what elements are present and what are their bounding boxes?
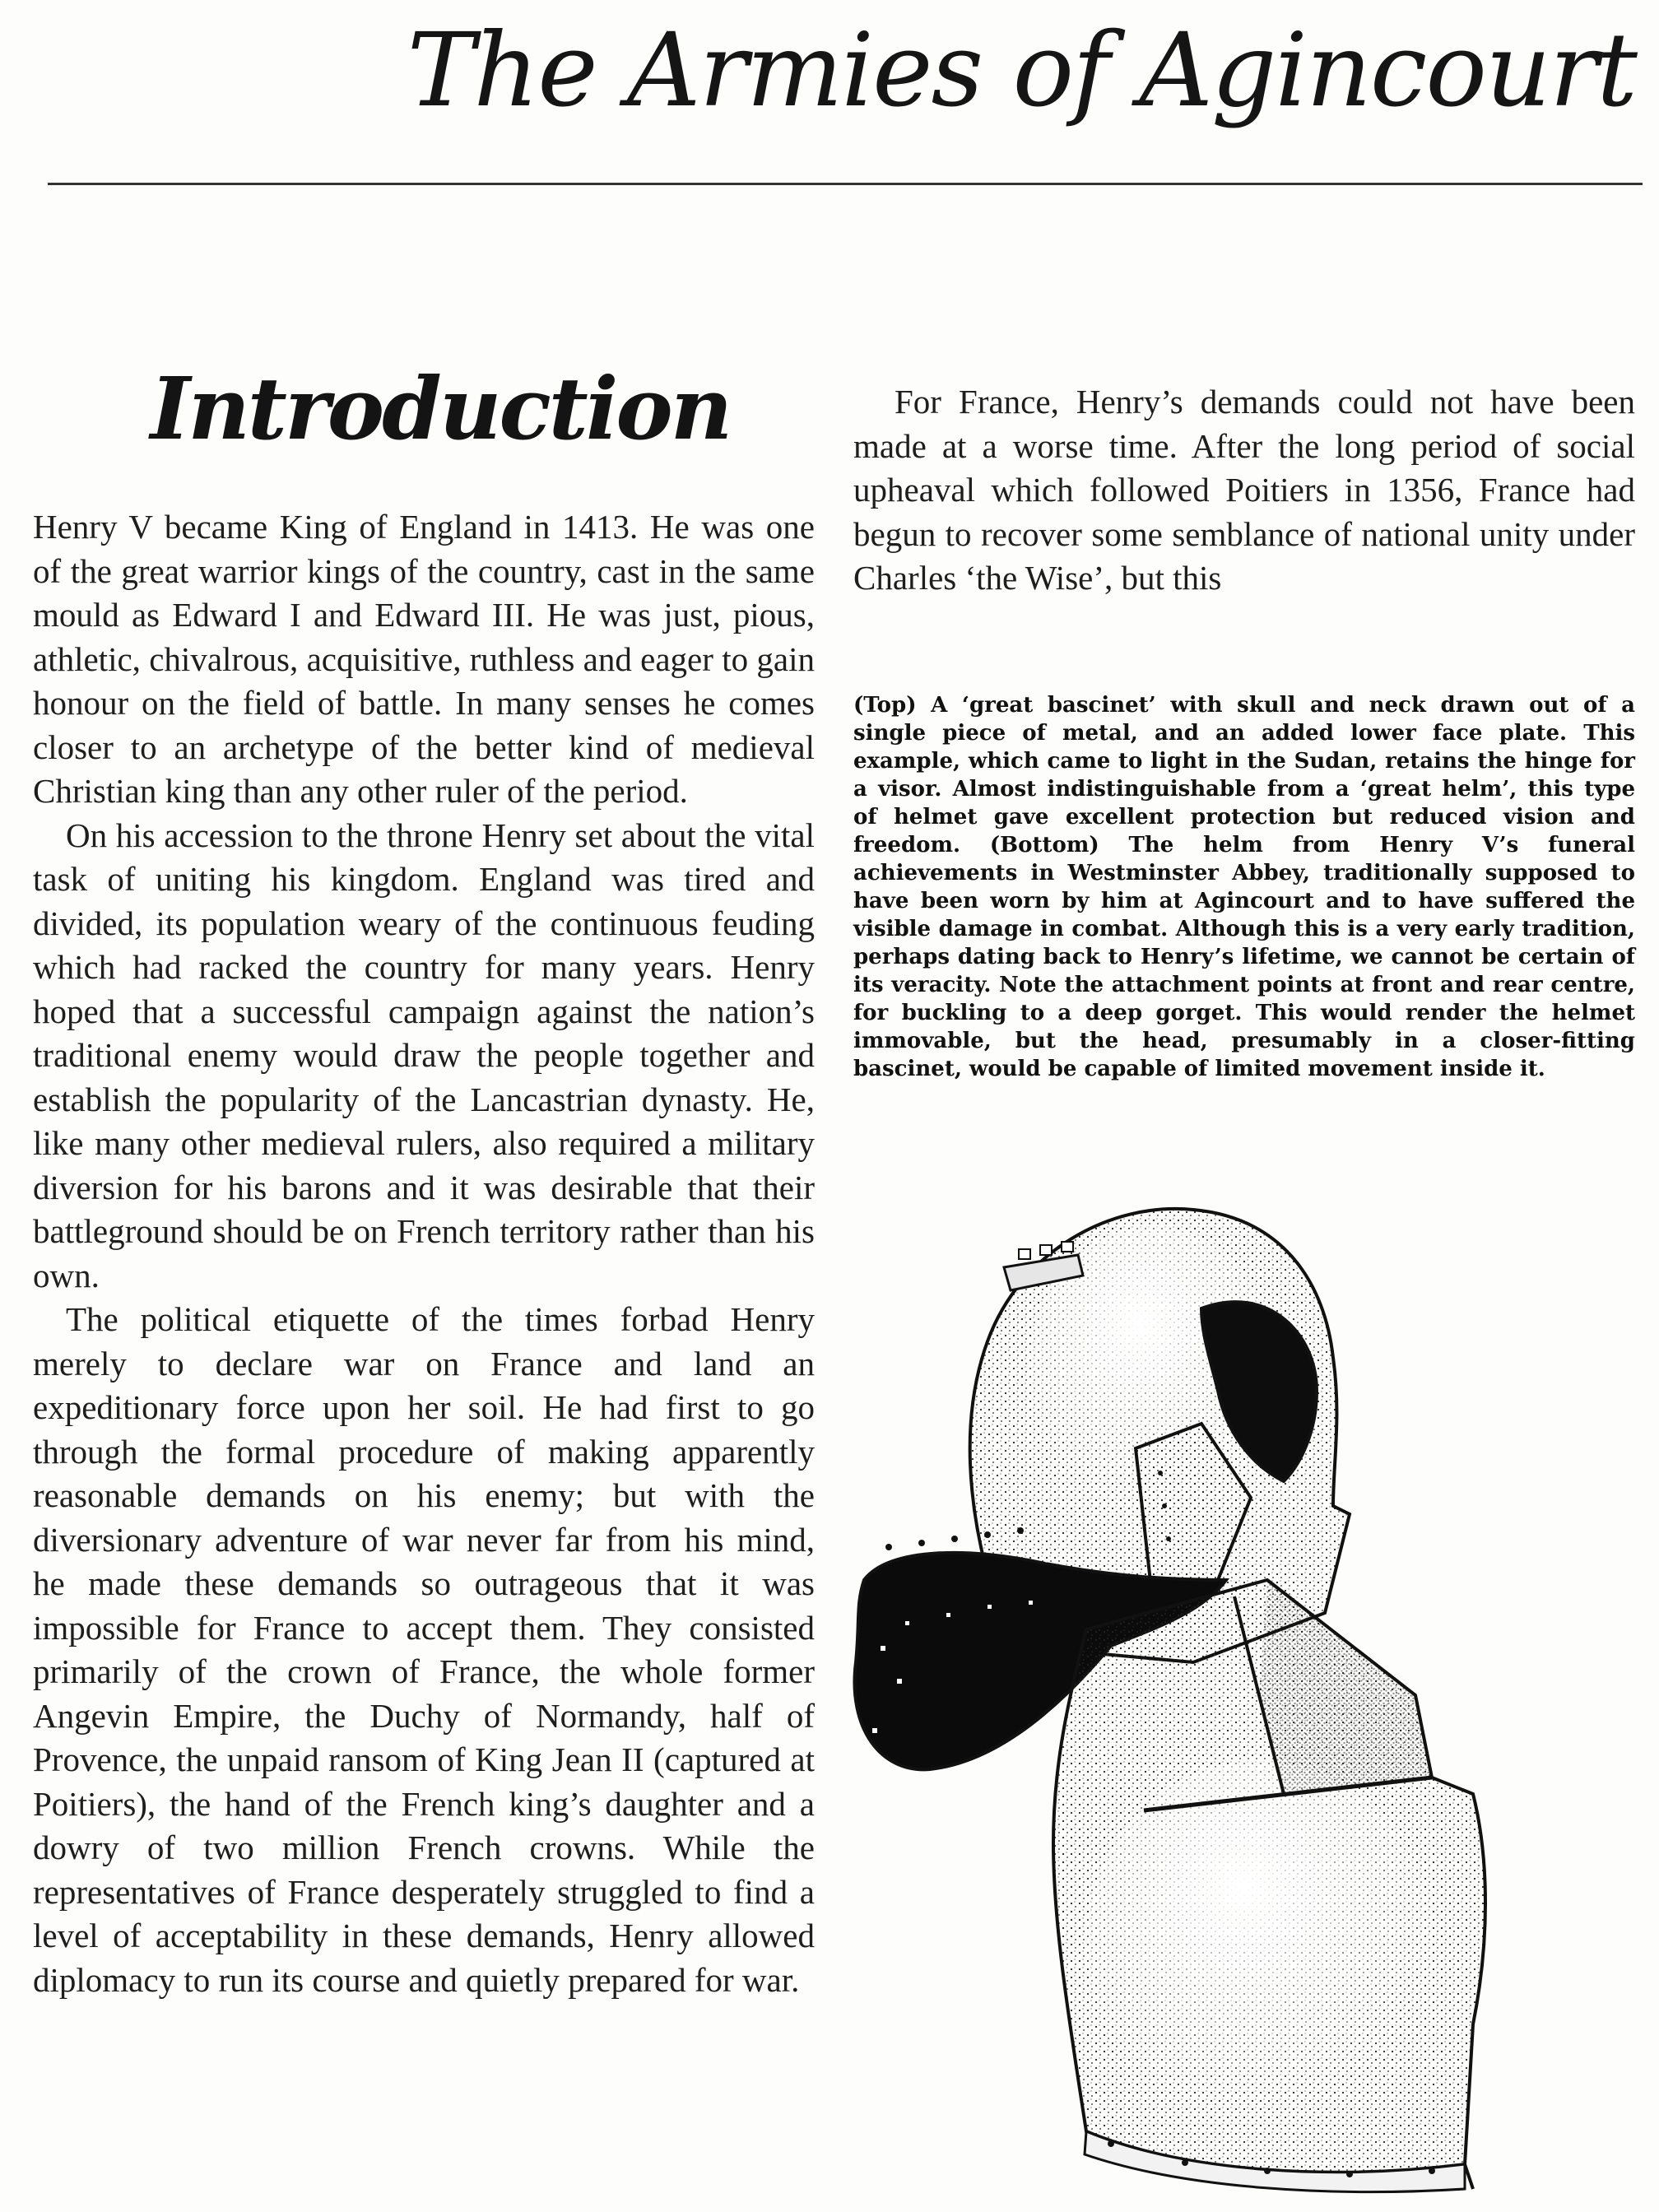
westminster-helm-drawing [1053,1580,1485,2192]
figure-caption: (Top) A ‘great bascinet’ with skull and neck drawn out of a single piece of metal, and an added lower face plate. This example, which came to light in the Sudan, retains the hinge for a visor. Almost indistinguishable from a ‘great helm’, this type of helmet gave excellent protection but reduced vision and freedom. (Bottom) The helm from Henry V’s funeral achievements in Westminster Abbey, traditionally supposed to have been worn by him at Agincourt and to have suffered the visible damage in combat. Although this is a very early tradition, perhaps dating back to Henry’s lifetime, we cannot be certain of its veracity. Note the attachment points at front and rear centre, for buckling to a deep gorget. This would render the helmet immovable, but the head, presumably in a closer-fitting bascinet, would be capable of limited movement inside it. [853,693,1635,1081]
paragraph-2: On his accession to the throne Henry set about the vital task of uniting his kingdom. England was tired and divided, its population weary of the continuous feuding which had racked the country for many years. Henry hoped that a successful campaign against the nation’s traditional enemy would draw the people together and establish the popularity of the Lancastrian dynasty. He, like many other medieval rulers, also required a military diversion for his barons and it was desirable that their battleground should be on French territory rather than his own. [33,816,815,1294]
running-title: The Armies of Agincourt [407,12,1636,130]
paragraph-1: Henry V became King of England in 1413. He was one of the great warrior kings of the country, cast in the same mould as Edward I and Edward III. He was just, pious, athletic, chivalrous, acquisitive, ruthless and eager to gain honour on the field of battle. In many senses he comes closer to an archetype of the better kind of medieval Christian king than any other ruler of the period. [33,508,815,811]
right-column [853,380,1635,601]
section-title: Introduction [150,358,731,459]
paragraph-3: The political etiquette of the times forbad Henry merely to declare war on France and land an expeditionary force upon her soil. He had first to go through the formal procedure of making apparently reasonable demands on his enemy; but with the diversionary adventure of war never far from his mind, he made these demands so outrageous that it was impossible for France to accept them. They consisted primarily of the crown of France, the whole former Angevin Empire, the Duchy of Normandy, half of Provence, the unpaid ransom of King Jean II (captured at Poitiers), the hand of the French king’s daughter and a dowry of two million French crowns. While the representatives of France desperately struggled to find a level of acceptability in these demands, Henry allowed diplomacy to run its course and quietly prepared for war. [33,1300,815,1999]
left-column [33,358,815,2002]
header-rule [48,183,1643,185]
helmets-illustration [839,1119,1654,2205]
paragraph-continuation: For France, Henry’s demands could not have been made at a worse time. After the long period of social upheaval which followed Poitiers in 1356, France had begun to recover some semblance of national unity under Charles ‘the Wise’, but this [853,383,1635,597]
